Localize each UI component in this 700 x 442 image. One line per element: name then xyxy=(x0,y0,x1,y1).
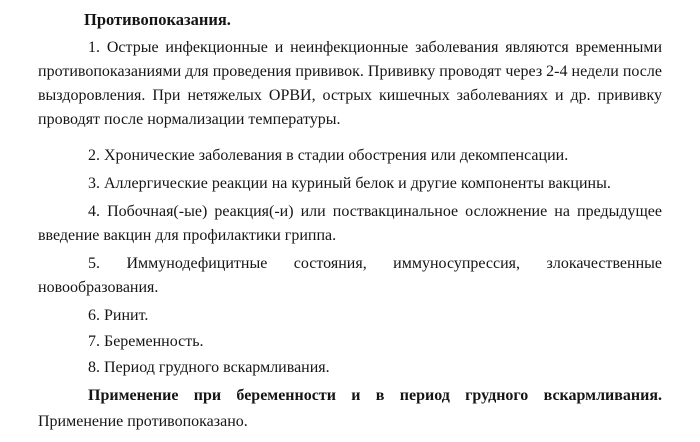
item-3-number: 3. xyxy=(88,175,100,192)
item-3-text: Аллергические реакции на куриный белок и другие компоненты вакцины. xyxy=(104,175,611,192)
item-8-line xyxy=(88,356,330,380)
item-1-number: 1. xyxy=(88,39,100,56)
item-6-number: 6. xyxy=(88,307,100,324)
item-5-line-2: новообразования. xyxy=(38,279,159,296)
item-8-text: Период грудного вскармливания. xyxy=(104,359,330,376)
item-5-line-1: 5. Иммунодефицитные состояния, иммуносупрессия, злокачественные xyxy=(88,255,662,272)
item-6-line xyxy=(88,304,148,328)
contraindications-heading: Противопоказания. xyxy=(84,10,231,29)
item-7-number: 7. xyxy=(88,333,100,350)
item-7-text: Беременность. xyxy=(104,333,204,350)
cropped-next-line xyxy=(38,432,662,442)
item-1-text: Острые инфекционные и неинфекционные заболевания являются временными противопоказаниями для проведения прививок. Прививку проводят через 2-4 недели после выздоровления. При нетяжелых ОРВИ, острых кишечных заболеваниях и др. прививку проводят после нормализации температуры. xyxy=(38,39,663,128)
pregnancy-heading: Применение при беременности и в период грудного вскармливания. xyxy=(88,387,662,404)
item-1-paragraph xyxy=(38,36,662,132)
item-4-text: Побочная(-ые) реакция(-и) или поствакцинальное осложнение на предыдущее введение вакцин для профилактики гриппа. xyxy=(38,203,663,244)
item-2-line xyxy=(88,144,568,168)
pregnancy-text: Применение противопоказано. xyxy=(38,413,248,430)
item-6-text: Ринит. xyxy=(104,307,149,324)
item-2-number: 2. xyxy=(88,147,100,164)
item-4-number: 4. xyxy=(88,203,100,220)
item-7-line xyxy=(88,330,204,354)
item-4-paragraph xyxy=(38,200,662,248)
item-3-line xyxy=(88,172,611,196)
item-8-number: 8. xyxy=(88,359,100,376)
item-2-text: Хронические заболевания в стадии обострения или декомпенсации. xyxy=(104,147,569,164)
